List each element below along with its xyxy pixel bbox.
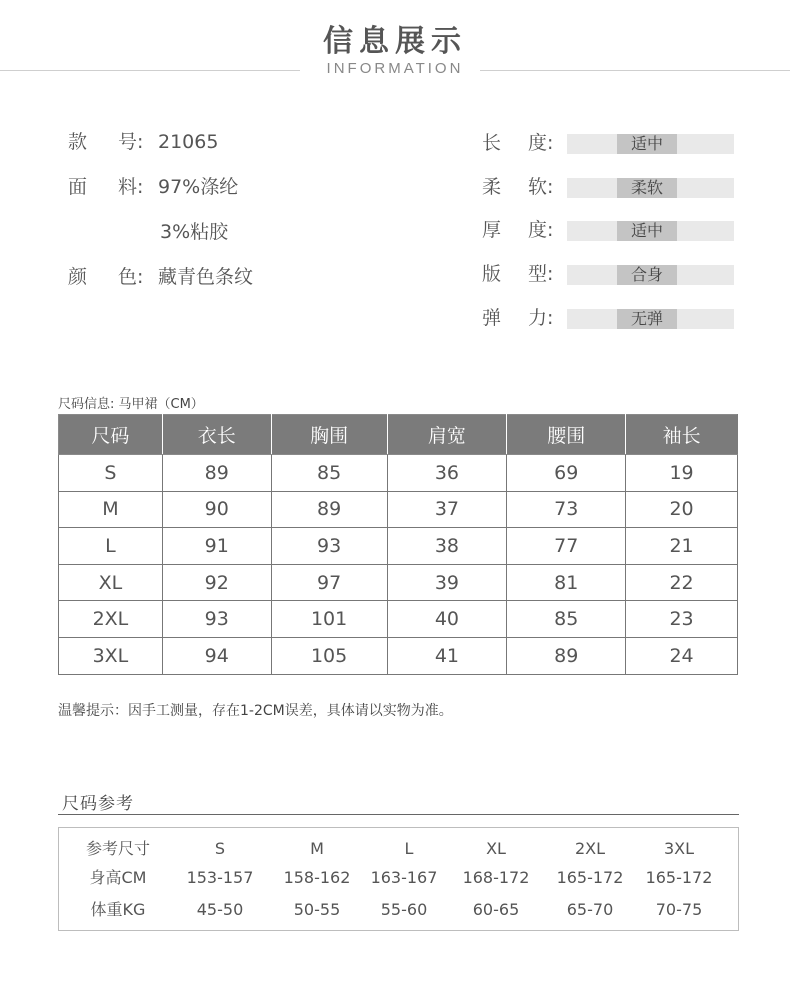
table-cell: 36 xyxy=(387,455,507,492)
attr-length-bar xyxy=(567,134,734,154)
size-reference-title: 尺码参考 xyxy=(62,794,134,814)
table-row xyxy=(59,601,738,638)
attr-elasticity xyxy=(482,305,566,331)
ref-cell: 体重KG xyxy=(90,900,146,919)
ref-cell: 153-157 xyxy=(186,868,254,887)
ref-cell: 168-172 xyxy=(462,868,530,887)
table-cell: 93 xyxy=(271,528,387,565)
fabric-row xyxy=(68,174,238,200)
attr-softness xyxy=(482,174,566,200)
ref-cell: 45-50 xyxy=(196,900,244,919)
ref-cell: 165-172 xyxy=(556,868,624,887)
header-cell: 肩宽 xyxy=(387,415,507,455)
attr-elasticity-value: 无弹 xyxy=(617,309,677,329)
table-cell: 94 xyxy=(162,637,271,674)
table-cell: 105 xyxy=(271,637,387,674)
color-row xyxy=(68,264,253,290)
attr-length xyxy=(482,130,566,156)
attr-thickness-bar xyxy=(567,221,734,241)
ref-cell: L xyxy=(404,839,414,858)
color-value: 藏青色条纹 xyxy=(158,266,254,288)
size-table xyxy=(58,414,738,675)
table-cell: 93 xyxy=(162,601,271,638)
table-cell: 73 xyxy=(507,491,626,528)
table-cell: 39 xyxy=(387,564,507,601)
header-cell: 衣长 xyxy=(162,415,271,455)
fabric-label-a: 面 xyxy=(68,176,88,198)
attr-length-label-b: 度: xyxy=(528,132,554,154)
table-cell: 101 xyxy=(271,601,387,638)
table-cell: 23 xyxy=(626,601,738,638)
ref-cell: XL xyxy=(486,839,506,858)
table-cell: 89 xyxy=(162,455,271,492)
table-cell: 89 xyxy=(507,637,626,674)
table-cell: 69 xyxy=(507,455,626,492)
attr-fit-value: 合身 xyxy=(617,265,677,285)
table-cell: 37 xyxy=(387,491,507,528)
attr-elasticity-label-a: 弹 xyxy=(482,307,502,329)
table-row xyxy=(59,564,738,601)
attr-fit-bar xyxy=(567,265,734,285)
ref-cell: 158-162 xyxy=(283,868,351,887)
table-cell: S xyxy=(59,455,163,492)
attr-fit xyxy=(482,261,566,287)
table-cell: 41 xyxy=(387,637,507,674)
attr-length-value: 适中 xyxy=(617,134,677,154)
header-cell: 腰围 xyxy=(507,415,626,455)
style-number-label-a: 款 xyxy=(68,131,88,153)
table-cell: 3XL xyxy=(59,637,163,674)
ref-cell: 163-167 xyxy=(370,868,438,887)
ref-cell: 身高CM xyxy=(89,868,147,887)
attr-softness-value: 柔软 xyxy=(617,178,677,198)
table-cell: 77 xyxy=(507,528,626,565)
ref-cell: 65-70 xyxy=(566,900,614,919)
size-table-header xyxy=(59,415,738,455)
table-cell: 19 xyxy=(626,455,738,492)
table-cell: 20 xyxy=(626,491,738,528)
table-row xyxy=(59,637,738,674)
size-reference-divider xyxy=(58,814,739,815)
attr-fit-label-a: 版 xyxy=(482,263,502,285)
attr-elasticity-bar xyxy=(567,309,734,329)
ref-cell: 参考尺寸 xyxy=(85,839,150,858)
size-reference-box xyxy=(58,827,739,931)
ref-cell: S xyxy=(214,839,226,858)
ref-cell: 70-75 xyxy=(655,900,703,919)
table-cell: 38 xyxy=(387,528,507,565)
header-cell: 尺码 xyxy=(59,415,163,455)
attr-softness-label-a: 柔 xyxy=(482,176,502,198)
color-label-a: 颜 xyxy=(68,266,88,288)
page-title: 信息展示 xyxy=(323,24,467,59)
table-cell: 97 xyxy=(271,564,387,601)
page-subtitle: INFORMATION xyxy=(326,60,464,77)
attr-fit-label-b: 型: xyxy=(528,263,554,285)
table-cell: XL xyxy=(59,564,163,601)
style-number-label-b: 号: xyxy=(118,131,144,153)
table-cell: M xyxy=(59,491,163,528)
style-number-row xyxy=(68,129,218,155)
table-cell: 2XL xyxy=(59,601,163,638)
table-cell: 81 xyxy=(507,564,626,601)
attr-thickness-label-b: 度: xyxy=(528,219,554,241)
table-cell: 24 xyxy=(626,637,738,674)
ref-cell: 50-55 xyxy=(293,900,341,919)
attr-thickness-value: 适中 xyxy=(617,221,677,241)
attr-thickness xyxy=(482,217,566,243)
size-table-caption: 尺码信息: 马甲裙（CM） xyxy=(58,397,204,412)
ref-cell: 60-65 xyxy=(472,900,520,919)
attr-length-label-a: 长 xyxy=(482,132,502,154)
attr-softness-bar xyxy=(567,178,734,198)
table-cell: 85 xyxy=(271,455,387,492)
fabric-value-2: 3%粘胶 xyxy=(160,221,229,243)
table-cell: 40 xyxy=(387,601,507,638)
ref-cell: 2XL xyxy=(574,839,606,858)
measurement-tip: 温馨提示：因手工测量，存在1-2CM误差，具体请以实物为准。 xyxy=(58,703,453,719)
table-cell: L xyxy=(59,528,163,565)
table-cell: 90 xyxy=(162,491,271,528)
header-cell: 胸围 xyxy=(271,415,387,455)
ref-cell: M xyxy=(310,839,324,858)
table-row xyxy=(59,455,738,492)
ref-cell: 165-172 xyxy=(645,868,713,887)
color-label-b: 色: xyxy=(118,266,144,288)
table-cell: 89 xyxy=(271,491,387,528)
header-divider-right xyxy=(480,70,790,71)
table-cell: 22 xyxy=(626,564,738,601)
attr-thickness-label-a: 厚 xyxy=(482,219,502,241)
table-row xyxy=(59,528,738,565)
attr-softness-label-b: 软: xyxy=(528,176,554,198)
fabric-value: 97%涤纶 xyxy=(158,176,239,198)
fabric-label-b: 料: xyxy=(118,176,144,198)
ref-cell: 55-60 xyxy=(380,900,428,919)
ref-cell: 3XL xyxy=(663,839,695,858)
table-cell: 92 xyxy=(162,564,271,601)
style-number-value: 21065 xyxy=(158,131,219,153)
header-cell: 袖长 xyxy=(626,415,738,455)
table-row xyxy=(59,491,738,528)
table-cell: 21 xyxy=(626,528,738,565)
table-cell: 91 xyxy=(162,528,271,565)
attr-elasticity-label-b: 力: xyxy=(528,307,554,329)
table-cell: 85 xyxy=(507,601,626,638)
